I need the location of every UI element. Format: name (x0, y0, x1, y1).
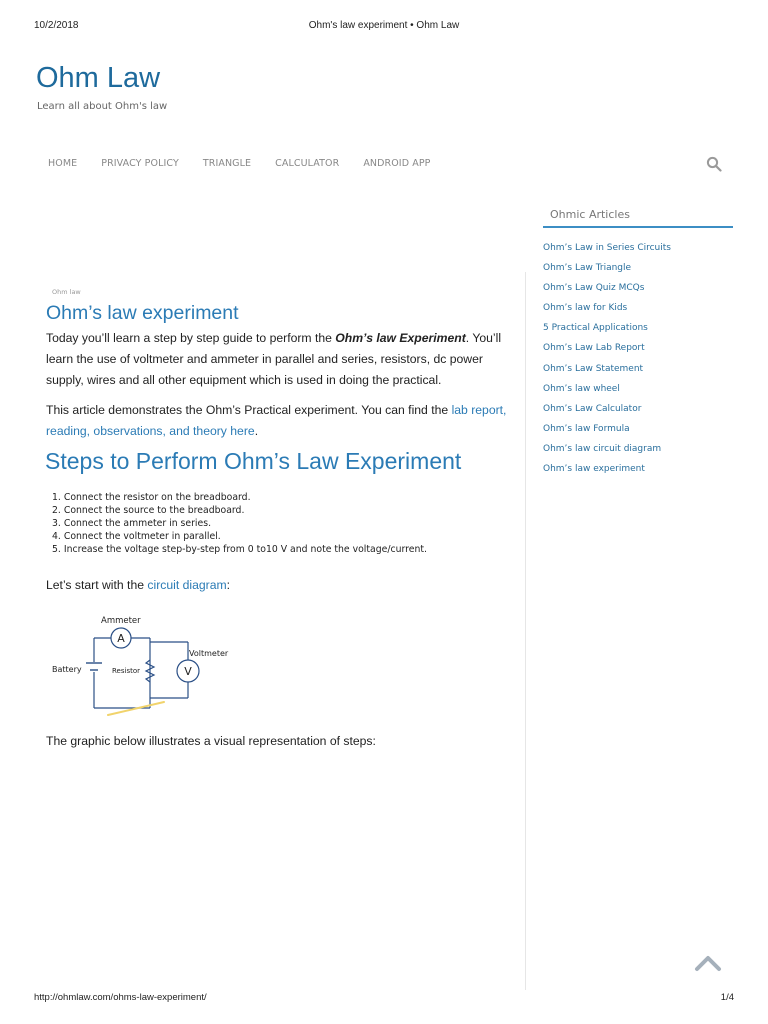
voltmeter-symbol: V (184, 665, 192, 678)
step-item: 5. Increase the voltage step-by-step from 0 to10 V and note the voltage/current. (52, 544, 427, 555)
practical-text-end: . (254, 424, 259, 438)
graphic-intro: The graphic below illustrates a visual representation of steps: (46, 734, 376, 748)
sidebar-divider (543, 226, 733, 228)
sidebar-link-wheel[interactable]: Ohm’s law wheel (543, 383, 620, 394)
sidebar-link-statement[interactable]: Ohm’s Law Statement (543, 363, 644, 374)
circuit-intro (46, 578, 230, 592)
print-page-title: Ohm's law experiment • Ohm Law (308, 20, 460, 31)
sidebar-link-applications[interactable]: 5 Practical Applications (543, 323, 648, 334)
sidebar-article-list (543, 242, 671, 483)
site-title[interactable]: Ohm Law (36, 62, 161, 94)
battery-label: Battery (52, 665, 82, 674)
footer-url: http://ohmlaw.com/ohms-law-experiment/ (34, 992, 207, 1003)
steps-heading: Steps to Perform Ohm’s Law Experiment (45, 448, 462, 474)
ammeter-symbol: A (117, 632, 125, 645)
nav-triangle[interactable]: TRIANGLE (202, 158, 252, 169)
print-date: 10/2/2018 (34, 20, 79, 31)
intro-paragraph (46, 328, 522, 391)
footer-page-number: 1/4 (720, 992, 734, 1003)
circuit-diagram (46, 610, 236, 722)
practical-text-start: This article demonstrates the Ohm’s Practical experiment. You can find the (46, 403, 452, 417)
main-nav (48, 158, 455, 169)
resistor-label: Resistor (112, 667, 140, 675)
ammeter-label: Ammeter (101, 616, 141, 626)
circuit-intro-text: Let’s start with the (46, 578, 148, 592)
search-icon[interactable] (706, 156, 722, 172)
step-item: 3. Connect the ammeter in series. (52, 518, 212, 529)
sidebar-link-triangle[interactable]: Ohm’s Law Triangle (543, 263, 632, 274)
sidebar-link-circuit-diagram[interactable]: Ohm’s law circuit diagram (543, 443, 662, 454)
sidebar-link-lab-report[interactable]: Ohm’s Law Lab Report (543, 343, 645, 354)
step-item: 2. Connect the source to the breadboard. (52, 505, 245, 516)
intro-text-end: . You’ll learn the use of voltmeter and ammeter in parallel and series, resistors, dc power supply, wires and all other equipment which is used in doing the practical. (46, 331, 502, 387)
sidebar-link-quiz[interactable]: Ohm’s Law Quiz MCQs (543, 283, 645, 294)
nav-calculator[interactable]: CALCULATOR (275, 158, 340, 169)
sidebar-link-for-kids[interactable]: Ohm’s law for Kids (543, 303, 628, 314)
practical-paragraph (46, 400, 522, 442)
lab-report-link[interactable]: lab report, reading, observations, and theory here (46, 403, 507, 438)
steps-list (52, 491, 427, 556)
circuit-intro-colon: : (226, 578, 231, 592)
site-tagline: Learn all about Ohm's law (37, 101, 168, 112)
circuit-diagram-link[interactable]: circuit diagram (147, 578, 227, 592)
nav-home[interactable]: HOME (48, 158, 78, 169)
step-item: 1. Connect the resistor on the breadboard. (52, 492, 251, 503)
sidebar-title: Ohmic Articles (550, 208, 630, 221)
chevron-up-icon[interactable] (694, 952, 722, 974)
sidebar-link-series-circuits[interactable]: Ohm’s Law in Series Circuits (543, 243, 671, 253)
sidebar-link-calculator[interactable]: Ohm’s Law Calculator (543, 403, 642, 414)
sidebar-link-experiment[interactable]: Ohm’s law experiment (543, 464, 645, 475)
intro-text-start: Today you’ll learn a step by step guide to perform the (46, 331, 336, 345)
nav-privacy-policy[interactable]: PRIVACY POLICY (101, 158, 179, 169)
nav-android-app[interactable]: ANDROID APP (363, 158, 431, 169)
sidebar-link-formula[interactable]: Ohm’s law Formula (543, 423, 630, 434)
step-item: 4. Connect the voltmeter in parallel. (52, 531, 221, 542)
article-title: Ohm’s law experiment (46, 302, 239, 324)
sidebar-vertical-divider (525, 272, 526, 990)
voltmeter-label: Voltmeter (189, 649, 229, 658)
intro-emphasis: Ohm’s law Experiment (335, 331, 466, 345)
breadcrumb[interactable]: Ohm law (52, 288, 81, 296)
